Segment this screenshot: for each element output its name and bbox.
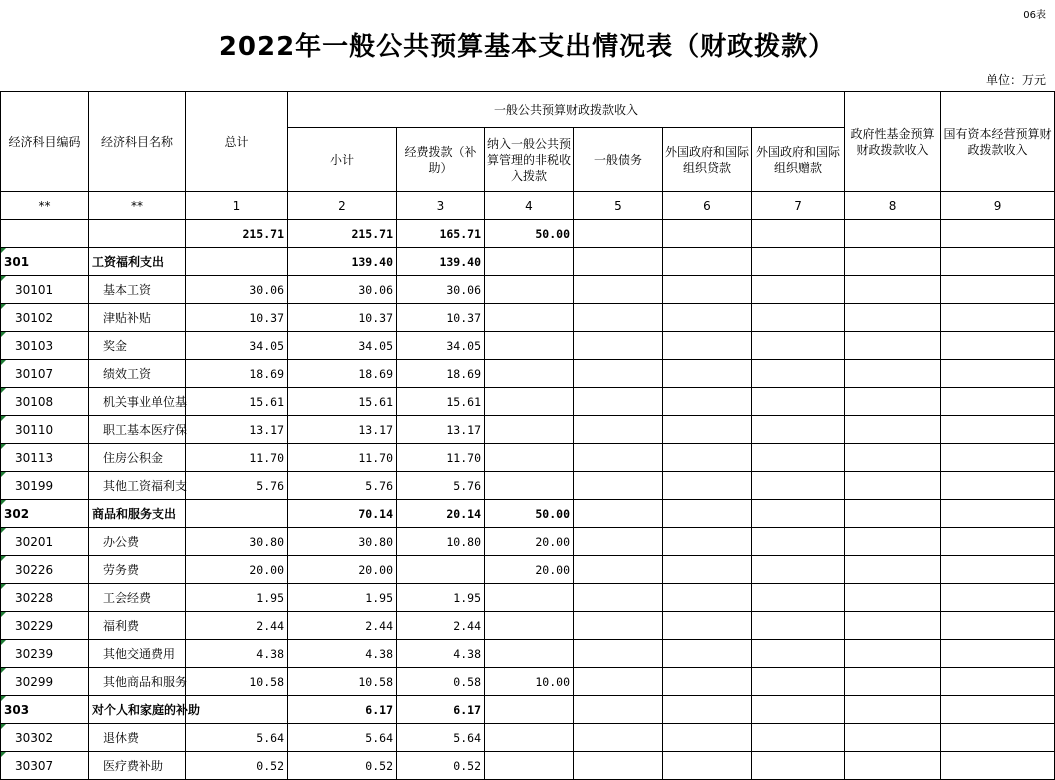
header-foreign-grants: 外国政府和国际组织赠款 bbox=[752, 128, 845, 192]
cell-subtotal: 0.52 bbox=[288, 752, 397, 780]
cell-name: 对个人和家庭的补助 bbox=[89, 696, 186, 724]
cell-funds: 13.17 bbox=[397, 416, 485, 444]
cell-nontax bbox=[485, 304, 574, 332]
cell-nontax bbox=[485, 640, 574, 668]
cell-empty bbox=[941, 556, 1055, 584]
cell-empty bbox=[663, 500, 752, 528]
cell-nontax bbox=[485, 724, 574, 752]
cell-empty bbox=[941, 248, 1055, 276]
header-general-budget-group: 一般公共预算财政拨款收入 bbox=[288, 92, 845, 128]
table-row bbox=[1, 668, 1055, 696]
cell-empty bbox=[663, 696, 752, 724]
cell-name: 工资福利支出 bbox=[89, 248, 186, 276]
table-row bbox=[1, 248, 1055, 276]
cell-nontax bbox=[485, 612, 574, 640]
cell-subtotal: 20.00 bbox=[288, 556, 397, 584]
cell-empty bbox=[941, 668, 1055, 696]
cell-funds: 5.64 bbox=[397, 724, 485, 752]
table-row bbox=[1, 304, 1055, 332]
cell-subtotal: 5.76 bbox=[288, 472, 397, 500]
cell-subtotal: 11.70 bbox=[288, 444, 397, 472]
cell-empty bbox=[574, 360, 663, 388]
cell-nontax bbox=[485, 388, 574, 416]
cell-subtotal: 6.17 bbox=[288, 696, 397, 724]
cell-empty bbox=[663, 612, 752, 640]
cell-funds: 18.69 bbox=[397, 360, 485, 388]
index-cell: ** bbox=[1, 192, 89, 220]
cell-empty bbox=[574, 220, 663, 248]
cell-name: 职工基本医疗保 bbox=[89, 416, 186, 444]
cell-name: 奖金 bbox=[89, 332, 186, 360]
cell-funds: 10.37 bbox=[397, 304, 485, 332]
cell-empty bbox=[574, 696, 663, 724]
table-row bbox=[1, 556, 1055, 584]
cell-code: 30102 bbox=[1, 304, 89, 332]
cell-total: 13.17 bbox=[186, 416, 288, 444]
cell-total bbox=[186, 248, 288, 276]
cell-empty bbox=[941, 388, 1055, 416]
cell-empty bbox=[574, 724, 663, 752]
cell-code: 30103 bbox=[1, 332, 89, 360]
cell-empty bbox=[845, 500, 941, 528]
cell-empty bbox=[752, 640, 845, 668]
table-row bbox=[1, 696, 1055, 724]
cell-funds: 10.80 bbox=[397, 528, 485, 556]
cell-total: 11.70 bbox=[186, 444, 288, 472]
index-cell: 8 bbox=[845, 192, 941, 220]
cell-subtotal: 30.80 bbox=[288, 528, 397, 556]
cell-nontax bbox=[485, 360, 574, 388]
header-nontax: 纳入一般公共预算管理的非税收入拨款 bbox=[485, 128, 574, 192]
index-cell: 4 bbox=[485, 192, 574, 220]
header-subtotal: 小计 bbox=[288, 128, 397, 192]
cell-nontax bbox=[485, 472, 574, 500]
cell-funds: 6.17 bbox=[397, 696, 485, 724]
cell-code: 301 bbox=[1, 248, 89, 276]
header-gov-fund: 政府性基金预算财政拨款收入 bbox=[845, 92, 941, 192]
cell-empty bbox=[845, 276, 941, 304]
cell-empty bbox=[663, 276, 752, 304]
cell-name: 退休费 bbox=[89, 724, 186, 752]
page-title: 2022年一般公共预算基本支出情况表（财政拨款） bbox=[218, 32, 836, 62]
cell-empty bbox=[574, 556, 663, 584]
table-row bbox=[1, 360, 1055, 388]
cell-empty bbox=[941, 360, 1055, 388]
cell-empty bbox=[845, 584, 941, 612]
cell-empty bbox=[663, 668, 752, 696]
cell-empty bbox=[752, 696, 845, 724]
cell-empty bbox=[752, 668, 845, 696]
cell-empty bbox=[845, 388, 941, 416]
cell-nontax: 10.00 bbox=[485, 668, 574, 696]
cell-empty bbox=[574, 332, 663, 360]
index-row bbox=[1, 192, 1055, 220]
table-row bbox=[1, 612, 1055, 640]
cell-empty bbox=[574, 416, 663, 444]
table-row bbox=[1, 276, 1055, 304]
cell-code: 30239 bbox=[1, 640, 89, 668]
cell-empty bbox=[941, 332, 1055, 360]
cell-code: 30307 bbox=[1, 752, 89, 780]
cell-empty bbox=[752, 332, 845, 360]
cell-empty bbox=[845, 528, 941, 556]
cell-funds: 0.58 bbox=[397, 668, 485, 696]
cell-empty bbox=[752, 416, 845, 444]
cell-empty bbox=[574, 444, 663, 472]
cell-empty bbox=[845, 612, 941, 640]
cell-funds: 139.40 bbox=[397, 248, 485, 276]
cell-total: 10.58 bbox=[186, 668, 288, 696]
cell-subtotal: 34.05 bbox=[288, 332, 397, 360]
cell-empty bbox=[663, 724, 752, 752]
cell-funds: 34.05 bbox=[397, 332, 485, 360]
cell-subtotal: 10.58 bbox=[288, 668, 397, 696]
cell-empty bbox=[663, 248, 752, 276]
cell-empty bbox=[845, 668, 941, 696]
cell-total: 215.71 bbox=[186, 220, 288, 248]
cell-total bbox=[186, 696, 288, 724]
cell-empty bbox=[752, 220, 845, 248]
cell-name: 福利费 bbox=[89, 612, 186, 640]
cell-code: 30101 bbox=[1, 276, 89, 304]
cell-name: 其他工资福利支 bbox=[89, 472, 186, 500]
cell-name: 工会经费 bbox=[89, 584, 186, 612]
table-row bbox=[1, 528, 1055, 556]
cell-empty bbox=[574, 668, 663, 696]
cell-funds bbox=[397, 556, 485, 584]
cell-empty bbox=[941, 584, 1055, 612]
cell-total: 20.00 bbox=[186, 556, 288, 584]
cell-total: 1.95 bbox=[186, 584, 288, 612]
cell-code: 303 bbox=[1, 696, 89, 724]
cell-funds: 20.14 bbox=[397, 500, 485, 528]
index-cell: 5 bbox=[574, 192, 663, 220]
cell-nontax: 20.00 bbox=[485, 528, 574, 556]
cell-name: 津贴补贴 bbox=[89, 304, 186, 332]
cell-empty bbox=[574, 528, 663, 556]
cell-empty bbox=[574, 612, 663, 640]
cell-empty bbox=[663, 416, 752, 444]
cell-empty bbox=[752, 360, 845, 388]
cell-subtotal: 1.95 bbox=[288, 584, 397, 612]
cell-subtotal: 139.40 bbox=[288, 248, 397, 276]
cell-empty bbox=[752, 444, 845, 472]
cell-nontax: 50.00 bbox=[485, 220, 574, 248]
budget-table bbox=[0, 91, 1055, 780]
cell-empty bbox=[845, 556, 941, 584]
cell-empty bbox=[663, 304, 752, 332]
cell-empty bbox=[663, 584, 752, 612]
cell-total: 34.05 bbox=[186, 332, 288, 360]
cell-empty bbox=[752, 472, 845, 500]
table-row bbox=[1, 220, 1055, 248]
cell-empty bbox=[941, 640, 1055, 668]
cell-code bbox=[1, 220, 89, 248]
cell-empty bbox=[845, 248, 941, 276]
cell-subtotal: 18.69 bbox=[288, 360, 397, 388]
cell-empty bbox=[574, 304, 663, 332]
cell-name: 办公费 bbox=[89, 528, 186, 556]
index-cell: 7 bbox=[752, 192, 845, 220]
cell-empty bbox=[941, 416, 1055, 444]
cell-code: 30299 bbox=[1, 668, 89, 696]
cell-funds: 1.95 bbox=[397, 584, 485, 612]
cell-total: 2.44 bbox=[186, 612, 288, 640]
cell-empty bbox=[845, 640, 941, 668]
cell-empty bbox=[845, 472, 941, 500]
table-row bbox=[1, 584, 1055, 612]
cell-total: 10.37 bbox=[186, 304, 288, 332]
cell-empty bbox=[574, 752, 663, 780]
header-total: 总计 bbox=[186, 92, 288, 192]
cell-code: 30199 bbox=[1, 472, 89, 500]
cell-empty bbox=[845, 752, 941, 780]
index-cell: 3 bbox=[397, 192, 485, 220]
cell-empty bbox=[845, 444, 941, 472]
cell-empty bbox=[845, 724, 941, 752]
cell-name: 商品和服务支出 bbox=[89, 500, 186, 528]
cell-empty bbox=[574, 248, 663, 276]
cell-code: 302 bbox=[1, 500, 89, 528]
cell-subtotal: 215.71 bbox=[288, 220, 397, 248]
cell-empty bbox=[941, 696, 1055, 724]
table-row bbox=[1, 444, 1055, 472]
cell-empty bbox=[752, 752, 845, 780]
cell-nontax bbox=[485, 332, 574, 360]
cell-empty bbox=[663, 556, 752, 584]
table-row bbox=[1, 724, 1055, 752]
cell-subtotal: 70.14 bbox=[288, 500, 397, 528]
cell-empty bbox=[663, 444, 752, 472]
index-cell: ** bbox=[89, 192, 186, 220]
cell-nontax bbox=[485, 416, 574, 444]
cell-empty bbox=[663, 472, 752, 500]
cell-name: 绩效工资 bbox=[89, 360, 186, 388]
cell-empty bbox=[663, 640, 752, 668]
cell-funds: 2.44 bbox=[397, 612, 485, 640]
cell-total: 0.52 bbox=[186, 752, 288, 780]
cell-nontax bbox=[485, 752, 574, 780]
cell-code: 30302 bbox=[1, 724, 89, 752]
cell-empty bbox=[752, 612, 845, 640]
cell-subtotal: 10.37 bbox=[288, 304, 397, 332]
cell-empty bbox=[663, 332, 752, 360]
cell-nontax bbox=[485, 276, 574, 304]
cell-code: 30108 bbox=[1, 388, 89, 416]
header-bonds: 一般债务 bbox=[574, 128, 663, 192]
cell-empty bbox=[941, 444, 1055, 472]
cell-funds: 15.61 bbox=[397, 388, 485, 416]
cell-name bbox=[89, 220, 186, 248]
cell-subtotal: 2.44 bbox=[288, 612, 397, 640]
cell-funds: 165.71 bbox=[397, 220, 485, 248]
cell-name: 其他商品和服务 bbox=[89, 668, 186, 696]
cell-empty bbox=[845, 416, 941, 444]
table-row bbox=[1, 640, 1055, 668]
cell-total: 5.76 bbox=[186, 472, 288, 500]
cell-empty bbox=[574, 640, 663, 668]
cell-name: 其他交通费用 bbox=[89, 640, 186, 668]
cell-total bbox=[186, 500, 288, 528]
cell-empty bbox=[663, 360, 752, 388]
cell-empty bbox=[941, 220, 1055, 248]
cell-total: 5.64 bbox=[186, 724, 288, 752]
cell-empty bbox=[941, 528, 1055, 556]
cell-nontax bbox=[485, 248, 574, 276]
cell-total: 15.61 bbox=[186, 388, 288, 416]
table-row bbox=[1, 752, 1055, 780]
cell-empty bbox=[752, 556, 845, 584]
cell-name: 基本工资 bbox=[89, 276, 186, 304]
cell-empty bbox=[845, 696, 941, 724]
cell-empty bbox=[845, 332, 941, 360]
cell-empty bbox=[752, 304, 845, 332]
cell-empty bbox=[663, 528, 752, 556]
cell-code: 30226 bbox=[1, 556, 89, 584]
header-state-capital: 国有资本经营预算财政拨款收入 bbox=[941, 92, 1055, 192]
cell-total: 30.80 bbox=[186, 528, 288, 556]
cell-empty bbox=[574, 388, 663, 416]
cell-total: 30.06 bbox=[186, 276, 288, 304]
cell-code: 30113 bbox=[1, 444, 89, 472]
table-row bbox=[1, 500, 1055, 528]
cell-funds: 5.76 bbox=[397, 472, 485, 500]
cell-name: 劳务费 bbox=[89, 556, 186, 584]
cell-funds: 0.52 bbox=[397, 752, 485, 780]
table-row bbox=[1, 416, 1055, 444]
cell-total: 4.38 bbox=[186, 640, 288, 668]
table-row bbox=[1, 472, 1055, 500]
cell-funds: 11.70 bbox=[397, 444, 485, 472]
table-row bbox=[1, 388, 1055, 416]
cell-empty bbox=[941, 612, 1055, 640]
cell-empty bbox=[752, 248, 845, 276]
header-foreign-loans: 外国政府和国际组织贷款 bbox=[663, 128, 752, 192]
cell-empty bbox=[752, 724, 845, 752]
cell-empty bbox=[663, 388, 752, 416]
cell-subtotal: 13.17 bbox=[288, 416, 397, 444]
cell-name: 医疗费补助 bbox=[89, 752, 186, 780]
cell-funds: 30.06 bbox=[397, 276, 485, 304]
cell-nontax bbox=[485, 444, 574, 472]
cell-name: 住房公积金 bbox=[89, 444, 186, 472]
cell-empty bbox=[574, 472, 663, 500]
cell-empty bbox=[845, 304, 941, 332]
cell-nontax: 20.00 bbox=[485, 556, 574, 584]
header-funds: 经费拨款（补助） bbox=[397, 128, 485, 192]
cell-nontax: 50.00 bbox=[485, 500, 574, 528]
cell-subtotal: 4.38 bbox=[288, 640, 397, 668]
cell-empty bbox=[574, 500, 663, 528]
cell-empty bbox=[941, 304, 1055, 332]
cell-nontax bbox=[485, 584, 574, 612]
cell-empty bbox=[752, 388, 845, 416]
cell-empty bbox=[941, 500, 1055, 528]
cell-empty bbox=[941, 276, 1055, 304]
unit-label: 单位：万元 bbox=[985, 73, 1046, 87]
cell-empty bbox=[941, 472, 1055, 500]
sheet-code: 06表 bbox=[1023, 10, 1046, 21]
cell-code: 30201 bbox=[1, 528, 89, 556]
table-row bbox=[1, 332, 1055, 360]
cell-empty bbox=[663, 220, 752, 248]
cell-code: 30110 bbox=[1, 416, 89, 444]
cell-subtotal: 5.64 bbox=[288, 724, 397, 752]
cell-empty bbox=[752, 528, 845, 556]
cell-subtotal: 15.61 bbox=[288, 388, 397, 416]
cell-code: 30228 bbox=[1, 584, 89, 612]
header-code: 经济科目编码 bbox=[1, 92, 89, 192]
cell-code: 30229 bbox=[1, 612, 89, 640]
cell-empty bbox=[752, 584, 845, 612]
cell-subtotal: 30.06 bbox=[288, 276, 397, 304]
cell-empty bbox=[845, 360, 941, 388]
cell-empty bbox=[574, 584, 663, 612]
cell-total: 18.69 bbox=[186, 360, 288, 388]
index-cell: 6 bbox=[663, 192, 752, 220]
cell-empty bbox=[752, 500, 845, 528]
index-cell: 1 bbox=[186, 192, 288, 220]
cell-empty bbox=[941, 752, 1055, 780]
header-name: 经济科目名称 bbox=[89, 92, 186, 192]
cell-empty bbox=[845, 220, 941, 248]
cell-empty bbox=[574, 276, 663, 304]
index-cell: 2 bbox=[288, 192, 397, 220]
index-cell: 9 bbox=[941, 192, 1055, 220]
cell-empty bbox=[752, 276, 845, 304]
cell-nontax bbox=[485, 696, 574, 724]
cell-empty bbox=[663, 752, 752, 780]
cell-code: 30107 bbox=[1, 360, 89, 388]
cell-name: 机关事业单位基 bbox=[89, 388, 186, 416]
cell-funds: 4.38 bbox=[397, 640, 485, 668]
cell-empty bbox=[941, 724, 1055, 752]
